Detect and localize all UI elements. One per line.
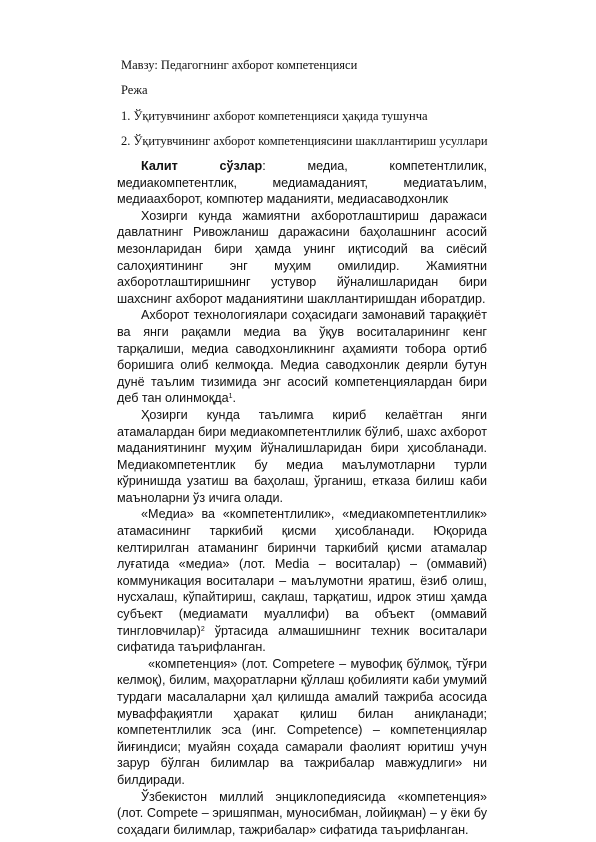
body-text	[117, 158, 487, 838]
paragraph-6: Ўзбекистон миллий энциклопедиясида «компетенция» (лот. Compete – эришяпман, муносибман, лойиқман) – у ёки бу соҳадаги билимлар, тажрибалар» сифатида таърифланган.	[117, 789, 487, 837]
paragraph-2: Ахборот технологиялари соҳасидаги замонавий тараққиёт ва янги рақамли медиа ва ўқув воситаларининг кенг тарқалиши, медиа саводхонликнинг аҳамияти тобора ортиб боришига олиб келмоқда. Медиа саводхонлик деярли бутун дунё таълим тизимида энг асосий компетенциялардан бири деб тан олинмоқда$^1$.	[117, 308, 487, 406]
paragraph-4-text: «Медиа» ва «компетентлилик», «медиакомпетентлилик» атамасининг таркибий қисми ҳисобланади. Юқорида келтирилган атаманинг биринчи таркибий қисми атамалар луғатида «медиа» (лот. Media – воситалар) – (оммавий) коммуникация воситалари – маълумотни яратиш, ёзиб олиш, нусхалаш, кўпайтириш, сақлаш, тарқатиш, идрок этиш ҳамда субъект (медиамати муаллифи) ва объект (оммавий тингловчилар)	[117, 507, 487, 638]
paragraph-5: «компетенция» (лот. Competere – мувофиқ бўлмоқ, тўғри келмоқ), билим, маҳоратларни қўллаш қобилияти каби умумий турдаги масалаларни ҳал қилишда амалий тажриба асосида муваффақиятли ҳаракат қилиш билан аниқланади; компетентлилик эса (инг. Competence) – компетенциялар йиғиндиси; муайян соҳада самарали фаолият юритиш учун зарур бўлган билимлар ва тажрибалар мавжудлиги» ни билдиради.	[117, 656, 487, 787]
keywords-list: : медиа, компетентлилик, медиакомпетентлик, медиамаданият, медиатаълим, медиаахборот, компютер маданияти, медиасаводхонлик	[117, 159, 488, 207]
keywords-paragraph	[117, 158, 487, 208]
paragraph-3: Ҳозирги кунда таълимга кириб келаётган янги атамалардан бири медиакомпетентлилик бўлиб, шахс ахборот маданиятининг муҳим йўналишларидан бири ҳисобланади. Медиакомпетентлик бу медиа маълумотларни турли кўринишда узатиш ва баҳолаш, ўрганиш, етказа билиш каби маъноларни ўз ичига олади.	[117, 407, 487, 505]
keywords-label: Калит сўзлар	[141, 159, 263, 173]
topic-line: Мавзу: Педагогнинг ахборот компетенцияси	[121, 58, 358, 72]
plan-label: Режа	[121, 83, 148, 97]
plan-item-1: 1. Ўқитувчининг ахборот компетенцияси ҳақида тушунча	[121, 109, 428, 123]
paragraph-2-text: Ахборот технологиялари соҳасидаги замонавий тараққиёт ва янги рақамли медиа ва ўқув воситаларининг кенг тарқалиши, медиа саводхонликнинг аҳамияти тобора ортиб боришига олиб келмоқда. Медиа саводхонлик деярли бутун дунё таълим тизимида энг асосий компетенциялардан бири деб тан олинмоқда	[117, 308, 487, 406]
paragraph-1: Хозирги кунда жамиятни ахборотлаштириш даражаси давлатнинг Ривожланиш даражасини баҳолашнинг асосий мезонларидан бири ҳамда унинг иқтисодий ва сиёсий салоҳиятининг энг муҳим омилидир. Жамиятни ахборотлаштиришнинг устувор йўналишларидан бири шахснинг ахборот маданиятини шакллантиришдан иборатдир.	[117, 208, 487, 306]
footnote-mark-1: 1	[228, 393, 233, 401]
paragraph-4	[117, 506, 487, 655]
paragraph-4-tail: ўртасида алмашишнинг техник воситалари сифатида таърифланган.	[117, 623, 487, 655]
footnote-mark-2: 2	[200, 625, 205, 633]
plan-item-2: 2. Ўқитувчининг ахборот компетенциясини шакллантириш усуллари	[121, 134, 488, 148]
